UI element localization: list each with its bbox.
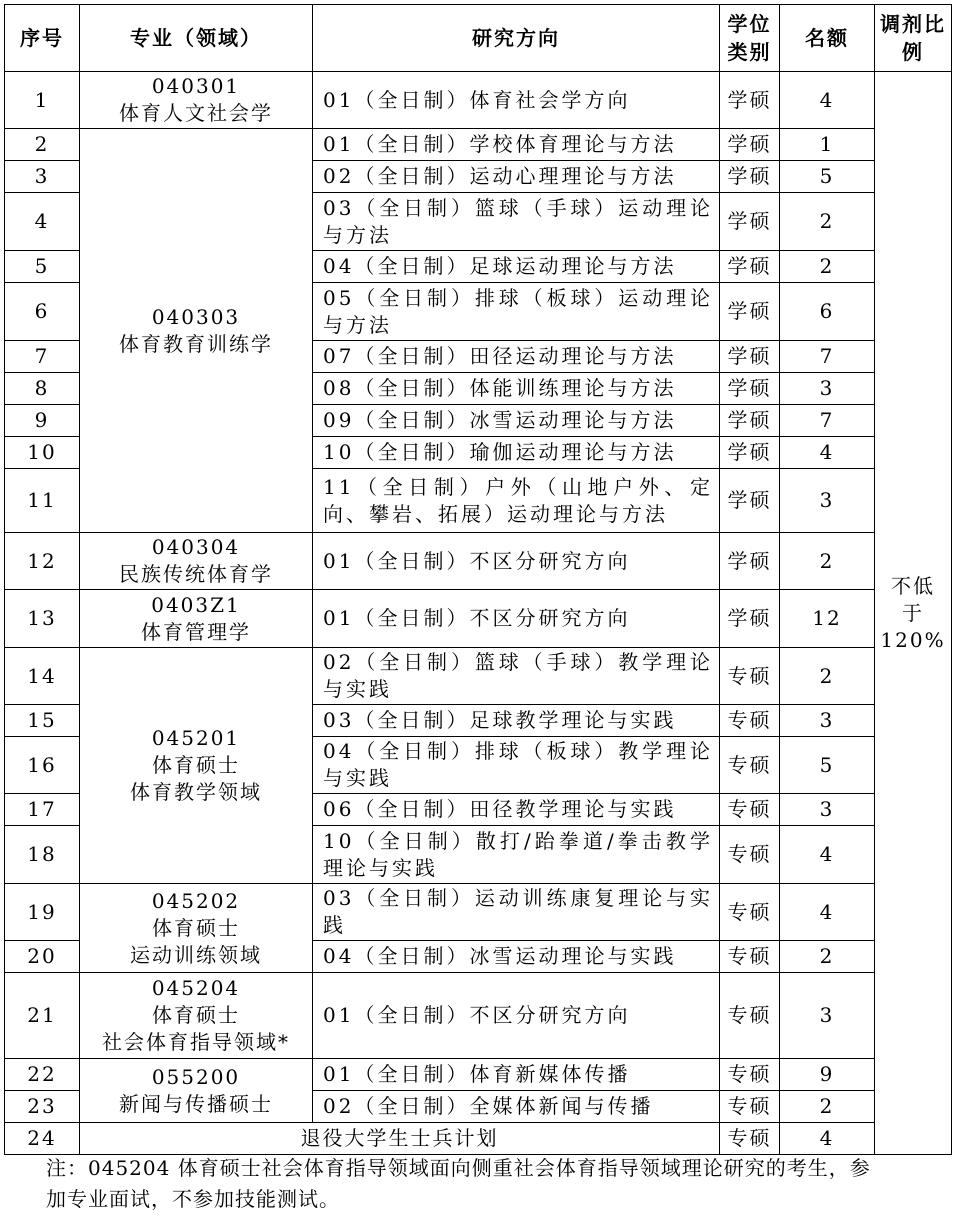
degree-cell: 学硕 (720, 373, 780, 405)
major-line: 055200 (151, 1064, 241, 1089)
seq-cell: 14 (5, 648, 80, 705)
table-row (5, 129, 952, 161)
seq-cell: 1 (5, 72, 80, 129)
header-quota: 名额 (780, 5, 875, 72)
major-line: 045202 (151, 888, 241, 913)
degree-cell: 学硕 (720, 193, 780, 251)
major-line: 040301 (151, 74, 241, 98)
direction-cell: 01（全日制）体育社会学方向 (313, 72, 720, 129)
seq-cell: 11 (5, 469, 80, 533)
seq-cell: 7 (5, 341, 80, 373)
direction-cell: 09（全日制）冰雪运动理论与方法 (313, 405, 720, 437)
direction-cell: 04（全日制）足球运动理论与方法 (313, 251, 720, 283)
degree-cell: 专硕 (720, 941, 780, 973)
quota-cell: 2 (780, 941, 875, 973)
quota-cell: 7 (780, 341, 875, 373)
major-line: 新闻与传播硕士 (119, 1091, 273, 1116)
degree-cell: 学硕 (720, 251, 780, 283)
quota-cell: 4 (780, 72, 875, 129)
degree-cell: 学硕 (720, 469, 780, 533)
quota-cell: 3 (780, 973, 875, 1059)
quota-cell: 7 (780, 405, 875, 437)
seq-cell: 9 (5, 405, 80, 437)
direction-cell: 11（全日制）户外（山地户外、定向、攀岩、拓展）运动理论与方法 (313, 469, 720, 533)
quota-cell: 4 (780, 1123, 875, 1155)
table-row (5, 973, 952, 1059)
seq-cell: 22 (5, 1059, 80, 1091)
major-cell (80, 129, 313, 533)
degree-cell: 专硕 (720, 826, 780, 884)
direction-cell: 03（全日制）足球教学理论与实践 (313, 705, 720, 737)
major-line: 体育硕士 (152, 915, 240, 940)
quota-cell: 2 (780, 251, 875, 283)
major-line: 0403Z1 (151, 592, 241, 617)
seq-cell: 20 (5, 941, 80, 973)
seq-cell: 18 (5, 826, 80, 884)
direction-cell: 07（全日制）田径运动理论与方法 (313, 341, 720, 373)
major-cell (80, 590, 313, 648)
quota-cell: 9 (780, 1059, 875, 1091)
degree-cell: 学硕 (720, 341, 780, 373)
seq-cell: 12 (5, 533, 80, 590)
quota-cell: 12 (780, 590, 875, 648)
direction-cell: 03（全日制）运动训练康复理论与实践 (313, 884, 720, 941)
table-row (5, 72, 952, 129)
direction-cell: 01（全日制）不区分研究方向 (313, 533, 720, 590)
direction-cell: 06（全日制）田径教学理论与实践 (313, 794, 720, 826)
ratio-line: 不低 (891, 573, 935, 598)
quota-cell: 1 (780, 129, 875, 161)
major-line: 民族传统体育学 (119, 562, 273, 586)
major-line: 社会体育指导领域* (102, 1030, 290, 1054)
major-line: 体育硕士 (152, 1003, 240, 1027)
header-direction: 研究方向 (313, 5, 720, 72)
major-line: 体育管理学 (141, 619, 251, 644)
seq-cell: 13 (5, 590, 80, 648)
degree-cell: 学硕 (720, 405, 780, 437)
quota-cell: 3 (780, 469, 875, 533)
seq-cell: 23 (5, 1091, 80, 1123)
major-line: 体育硕士 (152, 753, 240, 777)
enrollment-table (4, 4, 952, 1155)
direction-cell: 01（全日制）学校体育理论与方法 (313, 129, 720, 161)
major-line: 体育人文社会学 (119, 101, 273, 125)
degree-cell: 学硕 (720, 437, 780, 469)
ratio-cell (875, 72, 952, 1155)
direction-cell: 04（全日制）排球（板球）教学理论与实践 (313, 737, 720, 794)
major-cell (80, 1059, 313, 1123)
direction-cell: 02（全日制）运动心理理论与方法 (313, 161, 720, 193)
degree-cell: 专硕 (720, 1091, 780, 1123)
table-row (5, 590, 952, 648)
quota-cell: 2 (780, 533, 875, 590)
header-ratio: 调剂比例 (875, 5, 952, 72)
header-degree: 学位类别 (720, 5, 780, 72)
seq-cell: 5 (5, 251, 80, 283)
quota-cell: 5 (780, 161, 875, 193)
seq-cell: 24 (5, 1123, 80, 1155)
degree-cell: 学硕 (720, 283, 780, 341)
direction-cell: 01（全日制）体育新媒体传播 (313, 1059, 720, 1091)
degree-cell: 专硕 (720, 973, 780, 1059)
plan-cell: 退役大学生士兵计划 (80, 1123, 720, 1155)
quota-cell: 3 (780, 794, 875, 826)
table-row (5, 884, 952, 941)
degree-cell: 专硕 (720, 705, 780, 737)
degree-cell: 专硕 (720, 794, 780, 826)
quota-cell: 3 (780, 373, 875, 405)
ratio-line: 120% (880, 627, 946, 652)
direction-cell: 01（全日制）不区分研究方向 (313, 973, 720, 1059)
direction-cell: 02（全日制）全媒体新闻与传播 (313, 1091, 720, 1123)
quota-cell: 2 (780, 1091, 875, 1123)
major-line: 运动训练领域 (130, 942, 262, 967)
quota-cell: 2 (780, 648, 875, 705)
direction-cell: 10（全日制）瑜伽运动理论与方法 (313, 437, 720, 469)
seq-cell: 19 (5, 884, 80, 941)
direction-cell: 05（全日制）排球（板球）运动理论与方法 (313, 283, 720, 341)
seq-cell: 8 (5, 373, 80, 405)
table-row (5, 533, 952, 590)
seq-cell: 15 (5, 705, 80, 737)
major-cell (80, 973, 313, 1059)
major-line: 体育教育训练学 (119, 331, 273, 356)
seq-cell: 16 (5, 737, 80, 794)
degree-cell: 专硕 (720, 884, 780, 941)
degree-cell: 专硕 (720, 1059, 780, 1091)
degree-cell: 学硕 (720, 161, 780, 193)
quota-cell: 5 (780, 737, 875, 794)
quota-cell: 2 (780, 193, 875, 251)
degree-cell: 学硕 (720, 590, 780, 648)
quota-cell: 3 (780, 705, 875, 737)
ratio-line: 于 (902, 600, 924, 625)
quota-cell: 6 (780, 283, 875, 341)
seq-cell: 6 (5, 283, 80, 341)
header-seq: 序号 (5, 5, 80, 72)
major-line: 045201 (151, 726, 241, 750)
major-line: 045204 (151, 976, 241, 1000)
quota-cell: 4 (780, 826, 875, 884)
table-row (5, 1059, 952, 1091)
quota-cell: 4 (780, 437, 875, 469)
direction-cell: 03（全日制）篮球（手球）运动理论与方法 (313, 193, 720, 251)
seq-cell: 21 (5, 973, 80, 1059)
seq-cell: 10 (5, 437, 80, 469)
degree-cell: 学硕 (720, 129, 780, 161)
direction-cell: 02（全日制）篮球（手球）教学理论与实践 (313, 648, 720, 705)
degree-cell: 专硕 (720, 1123, 780, 1155)
seq-cell: 2 (5, 129, 80, 161)
direction-cell: 10（全日制）散打/跆拳道/拳击教学理论与实践 (313, 826, 720, 884)
direction-cell: 04（全日制）冰雪运动理论与实践 (313, 941, 720, 973)
direction-cell: 08（全日制）体能训练理论与方法 (313, 373, 720, 405)
degree-cell: 学硕 (720, 533, 780, 590)
major-cell (80, 533, 313, 590)
degree-cell: 专硕 (720, 737, 780, 794)
header-major: 专业（领域） (80, 5, 313, 72)
seq-cell: 3 (5, 161, 80, 193)
footnote: 注：045204 体育硕士社会体育指导领域面向侧重社会体育指导领域理论研究的考生，参加专业面试，不参加技能测试。 (46, 1156, 871, 1211)
major-line: 040303 (151, 304, 241, 329)
degree-cell: 学硕 (720, 72, 780, 129)
major-cell (80, 72, 313, 129)
seq-cell: 17 (5, 794, 80, 826)
table-row (5, 648, 952, 705)
header-row (5, 5, 952, 72)
quota-cell: 4 (780, 884, 875, 941)
degree-cell: 专硕 (720, 648, 780, 705)
major-cell (80, 884, 313, 973)
major-line: 体育教学领域 (130, 780, 262, 804)
major-cell (80, 648, 313, 884)
table-row-special-plan (5, 1123, 952, 1155)
seq-cell: 4 (5, 193, 80, 251)
direction-cell: 01（全日制）不区分研究方向 (313, 590, 720, 648)
major-line: 040304 (151, 535, 241, 559)
